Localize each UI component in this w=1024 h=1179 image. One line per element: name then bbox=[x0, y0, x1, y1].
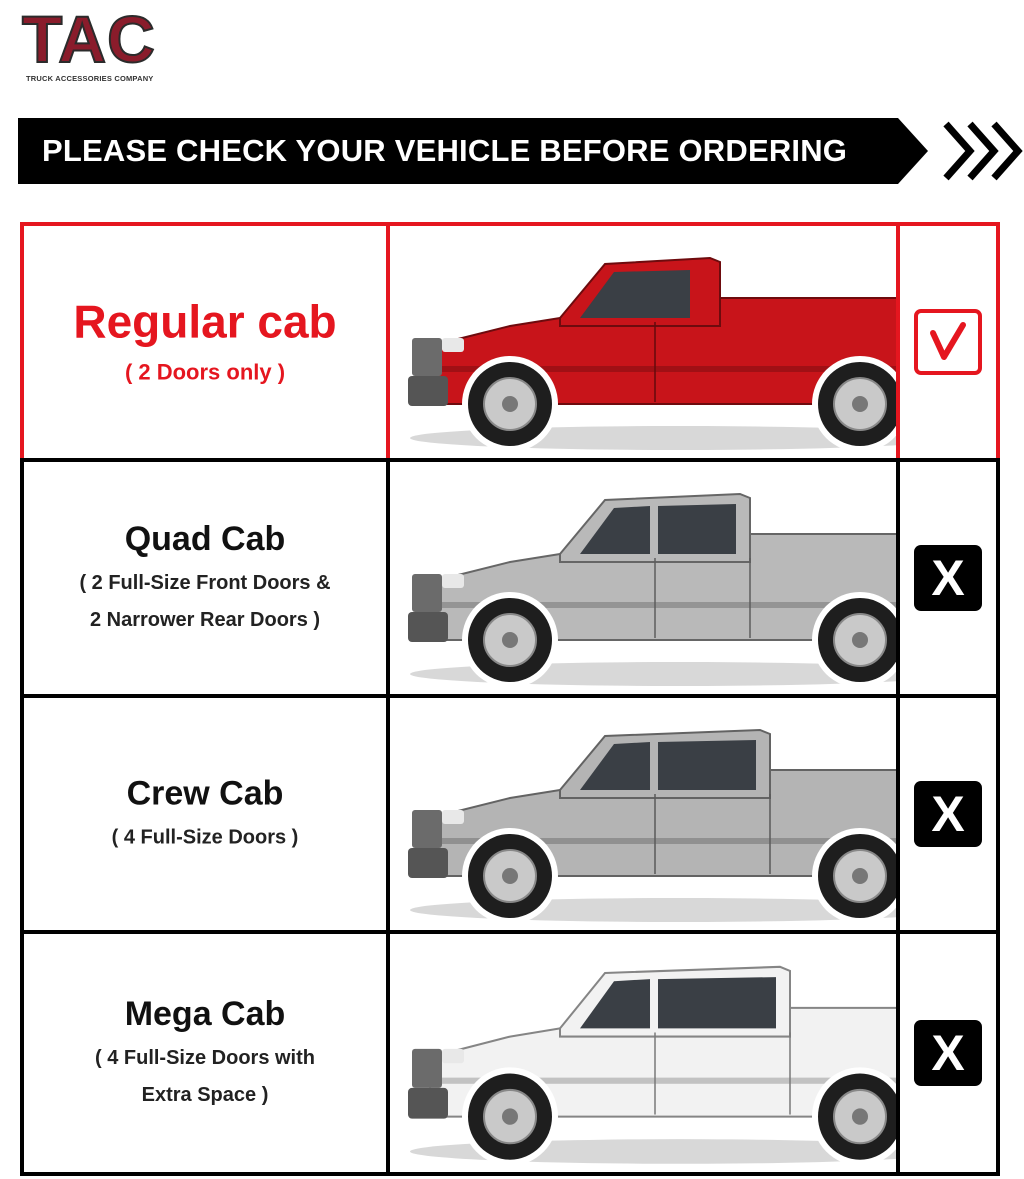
x-mark-icon: X bbox=[914, 781, 982, 847]
truck-body bbox=[408, 730, 896, 924]
triple-chevron-icon bbox=[926, 118, 1024, 184]
mega-cab-truck-image bbox=[390, 934, 896, 1172]
truck-image-cell bbox=[386, 458, 900, 698]
cab-description bbox=[24, 1040, 386, 1114]
cab-description bbox=[24, 565, 386, 639]
banner-text: PLEASE CHECK YOUR VEHICLE BEFORE ORDERING bbox=[42, 133, 848, 168]
status-cell bbox=[896, 458, 1000, 698]
x-mark-icon: X bbox=[914, 545, 982, 611]
cab-description: ( 2 Doors only ) bbox=[124, 359, 286, 385]
crew-cab-truck-image bbox=[390, 698, 896, 930]
cab-row-quad bbox=[20, 458, 1000, 698]
logo-letters: TAC bbox=[22, 2, 156, 76]
cab-type-table bbox=[20, 222, 1000, 1177]
truck-image-cell bbox=[386, 222, 900, 462]
status-cell bbox=[896, 694, 1000, 934]
cab-description-line: Extra Space ) bbox=[141, 1084, 269, 1106]
cab-row-regular bbox=[20, 222, 1000, 462]
cab-name: Crew Cab bbox=[126, 774, 284, 813]
truck-image-cell bbox=[386, 694, 900, 934]
cab-description: ( 4 Full-Size Doors ) bbox=[111, 826, 299, 849]
logo-subtitle: TRUCK ACCESSORIES COMPANY bbox=[26, 74, 154, 83]
cab-name: Quad Cab bbox=[124, 520, 286, 558]
status-cell bbox=[896, 222, 1000, 462]
cab-label-cell bbox=[20, 694, 390, 934]
x-mark-icon: X bbox=[914, 1020, 982, 1086]
cab-name: Mega Cab bbox=[124, 995, 286, 1033]
quad-cab-truck-image bbox=[390, 462, 896, 694]
truck-body bbox=[408, 258, 896, 452]
cab-label-cell bbox=[20, 930, 390, 1176]
tac-logo bbox=[22, 2, 162, 86]
truck-body bbox=[408, 967, 896, 1166]
checkmark-icon bbox=[914, 309, 982, 375]
truck-body bbox=[408, 494, 896, 688]
cab-description-line: ( 2 Full-Size Front Doors & bbox=[79, 572, 331, 594]
cab-row-crew bbox=[20, 694, 1000, 934]
cab-label-cell bbox=[20, 222, 390, 462]
cab-name: Regular cab bbox=[73, 295, 337, 348]
status-cell bbox=[896, 930, 1000, 1176]
cab-description-line: ( 4 Full-Size Doors with bbox=[94, 1047, 315, 1069]
order-warning-banner bbox=[18, 118, 1024, 184]
cab-description-line: 2 Narrower Rear Doors ) bbox=[89, 609, 321, 631]
cab-label-cell bbox=[20, 458, 390, 698]
truck-image-cell bbox=[386, 930, 900, 1176]
cab-row-mega bbox=[20, 930, 1000, 1176]
regular-cab-truck-image bbox=[390, 226, 896, 458]
